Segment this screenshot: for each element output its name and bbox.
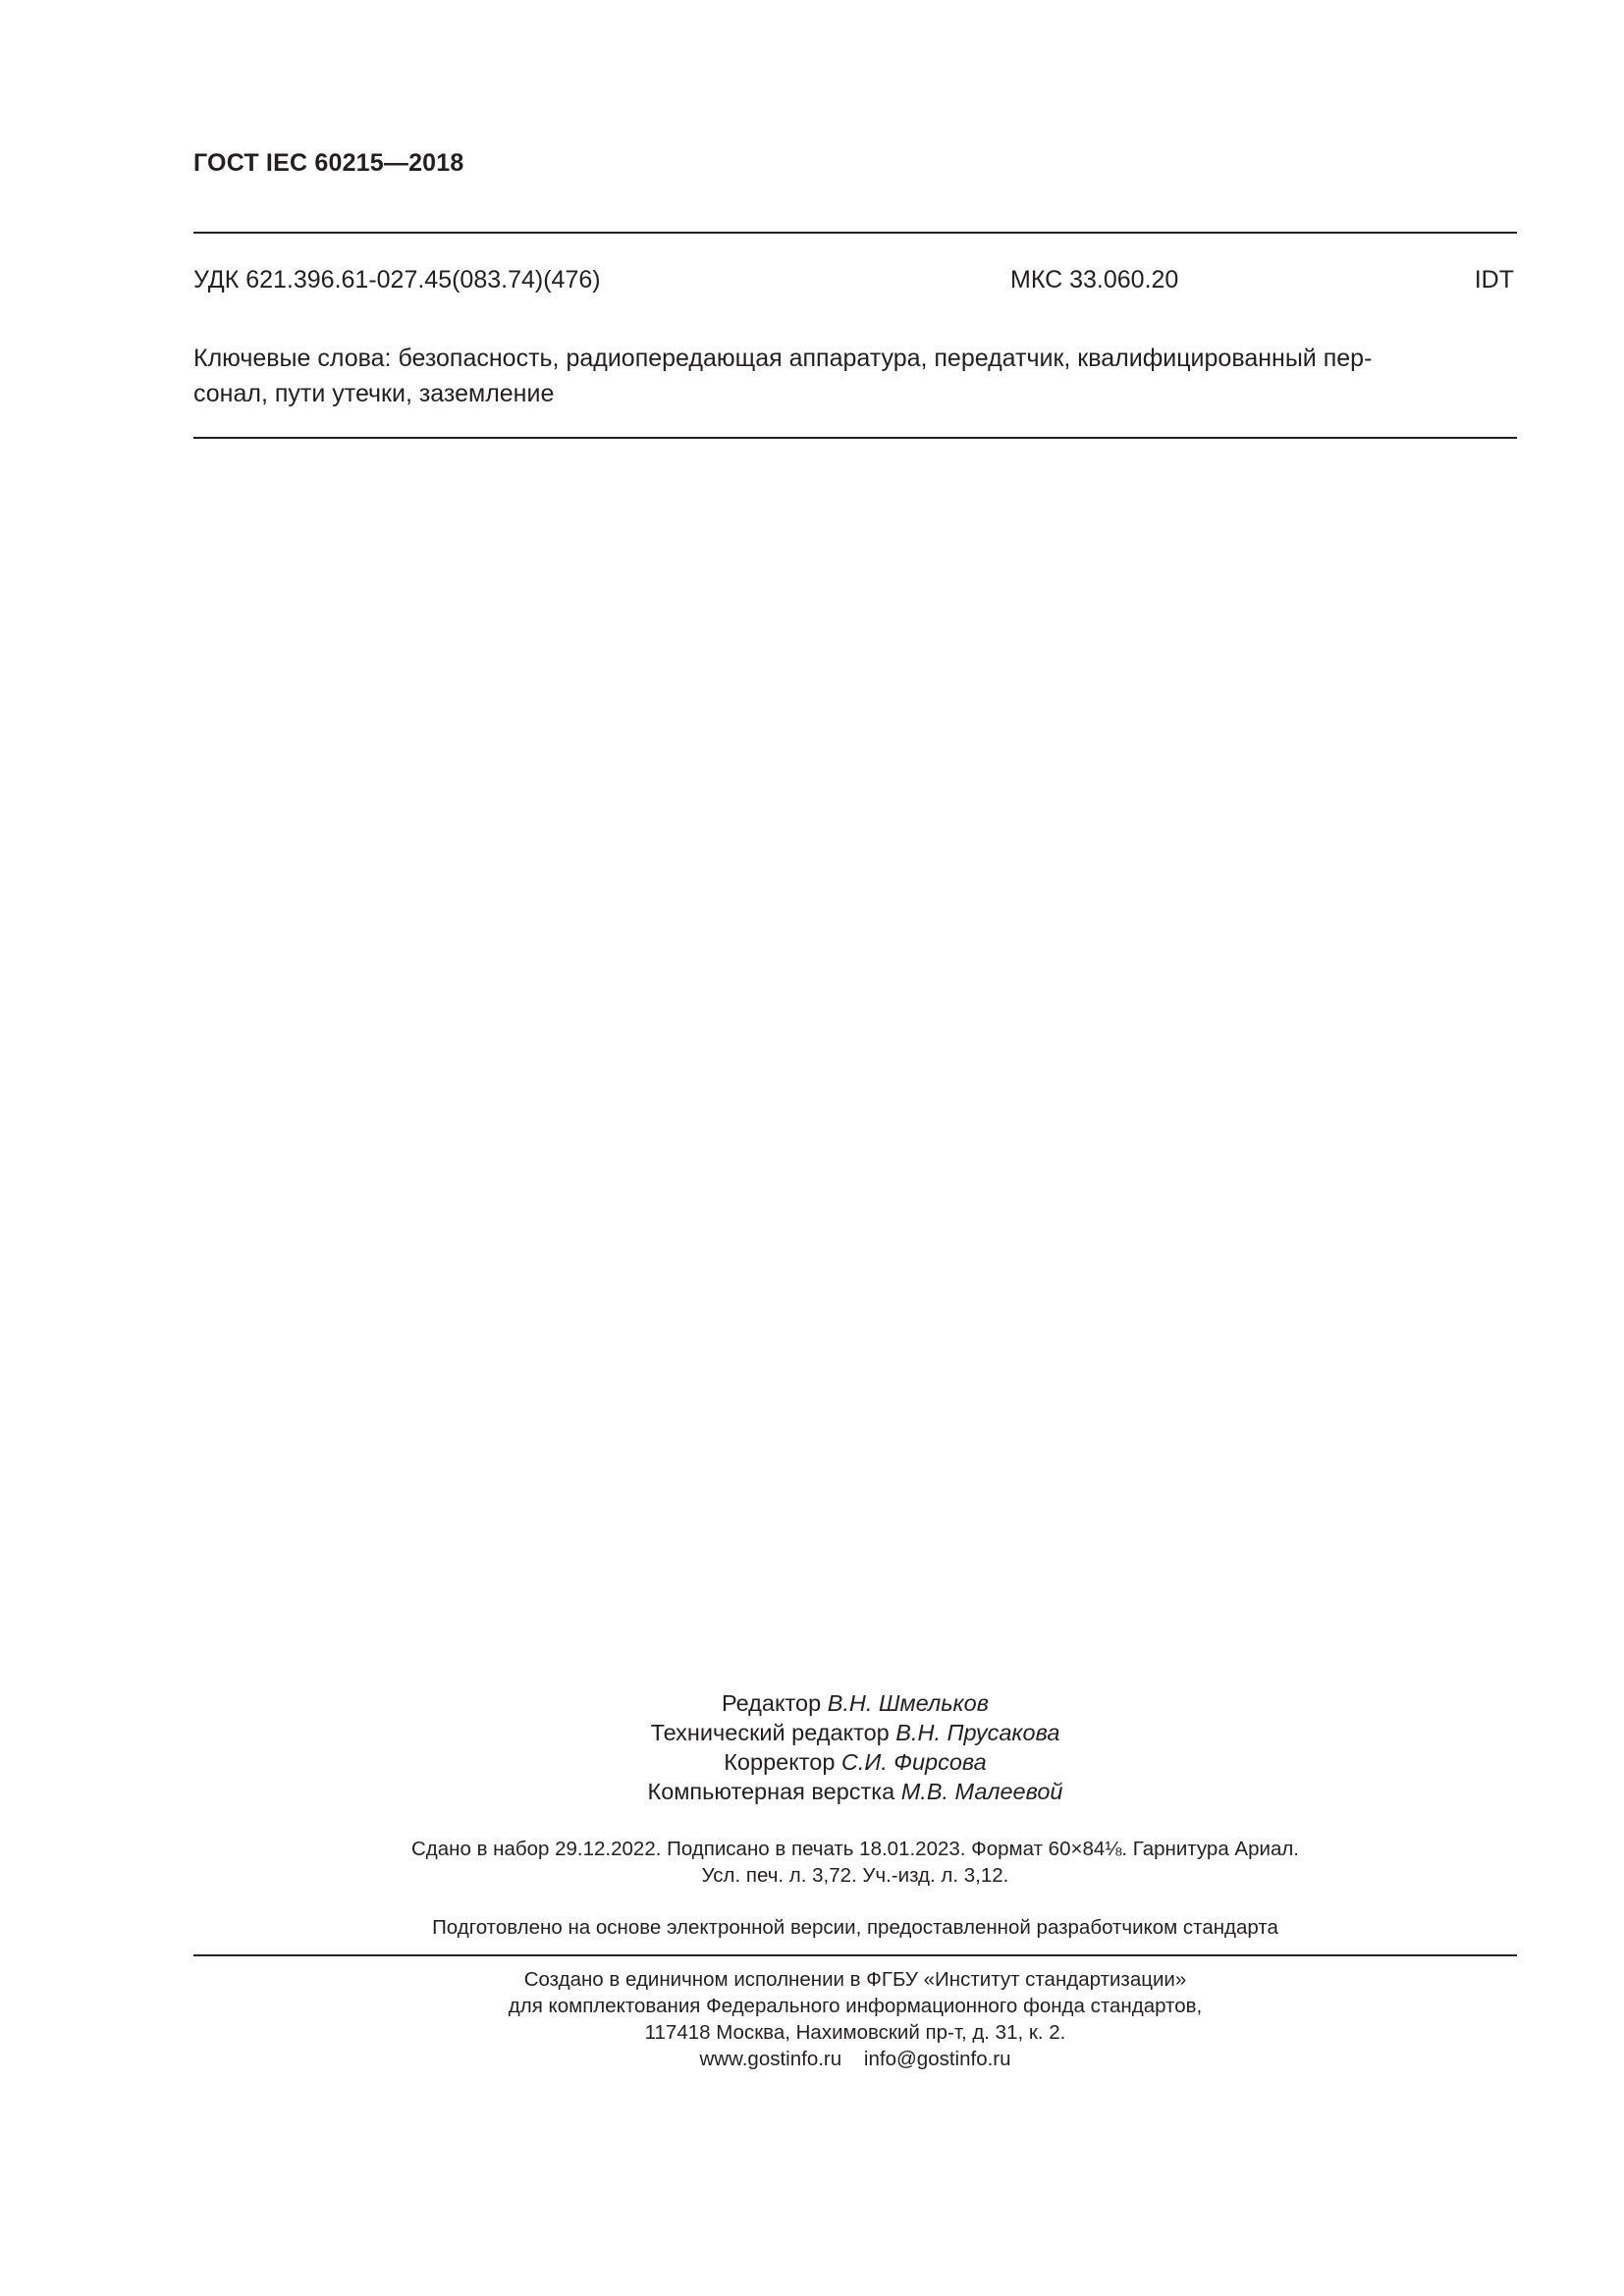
credit-role: Компьютерная верстка [647, 1779, 895, 1804]
keywords-block [193, 341, 1514, 411]
credit-name: С.И. Фирсова [840, 1749, 987, 1775]
publisher-contacts: www.gostinfo.ru info@gostinfo.ru [699, 2048, 1011, 2070]
top-divider [193, 232, 1517, 234]
publisher-block [0, 1966, 1624, 2072]
credit-name: В.Н. Прусакова [895, 1720, 1060, 1745]
publisher-line-1: Создано в единичном исполнении в ФГБУ «Институт стандартизации» [523, 1968, 1187, 1991]
prepared-note [0, 1914, 1624, 1941]
credit-editor [0, 1688, 1624, 1718]
credit-technical-editor [0, 1718, 1624, 1747]
print-info-block [0, 1836, 1624, 1889]
mks-code: МКС 33.060.20 [1010, 266, 1179, 294]
udk-code: УДК 621.396.61-027.45(083.74)(476) [193, 266, 601, 294]
credit-name: В.Н. Шмельков [827, 1690, 989, 1716]
credit-role: Редактор [721, 1690, 822, 1716]
print-info-line-1: Сдано в набор 29.12.2022. Подписано в печать 18.01.2023. Формат 60×84⅛. Гарнитура Ариал. [410, 1838, 1299, 1860]
idt-label: IDT [1474, 266, 1514, 294]
publisher-divider [193, 1954, 1517, 1956]
keywords-divider [193, 437, 1517, 439]
print-info-line-2: Усл. печ. л. 3,72. Уч.-изд. л. 3,12. [701, 1864, 1009, 1887]
credit-layout [0, 1777, 1624, 1806]
credit-proofreader [0, 1747, 1624, 1777]
credit-name: М.В. Малеевой [900, 1779, 1063, 1804]
prepared-note-text: Подготовлено на основе электронной версии, предоставленной разработчиком стандарта [432, 1916, 1278, 1939]
credit-role: Технический редактор [650, 1720, 890, 1745]
keywords-line-2: сонал, пути утечки, заземление [193, 380, 555, 407]
publisher-line-3: 117418 Москва, Нахимовский пр-т, д. 31, к. 2. [644, 2021, 1066, 2044]
classification-row [193, 266, 1514, 301]
credits-block [0, 1688, 1624, 1806]
publisher-line-2: для комплектования Федерального информационного фонда стандартов, [508, 1995, 1203, 2017]
credit-role: Корректор [724, 1749, 836, 1775]
keywords-line-1: Ключевые слова: безопасность, радиопередающая аппаратура, передатчик, квалифицированный пер- [193, 345, 1373, 372]
document-header-title: ГОСТ IEC 60215—2018 [193, 149, 464, 177]
